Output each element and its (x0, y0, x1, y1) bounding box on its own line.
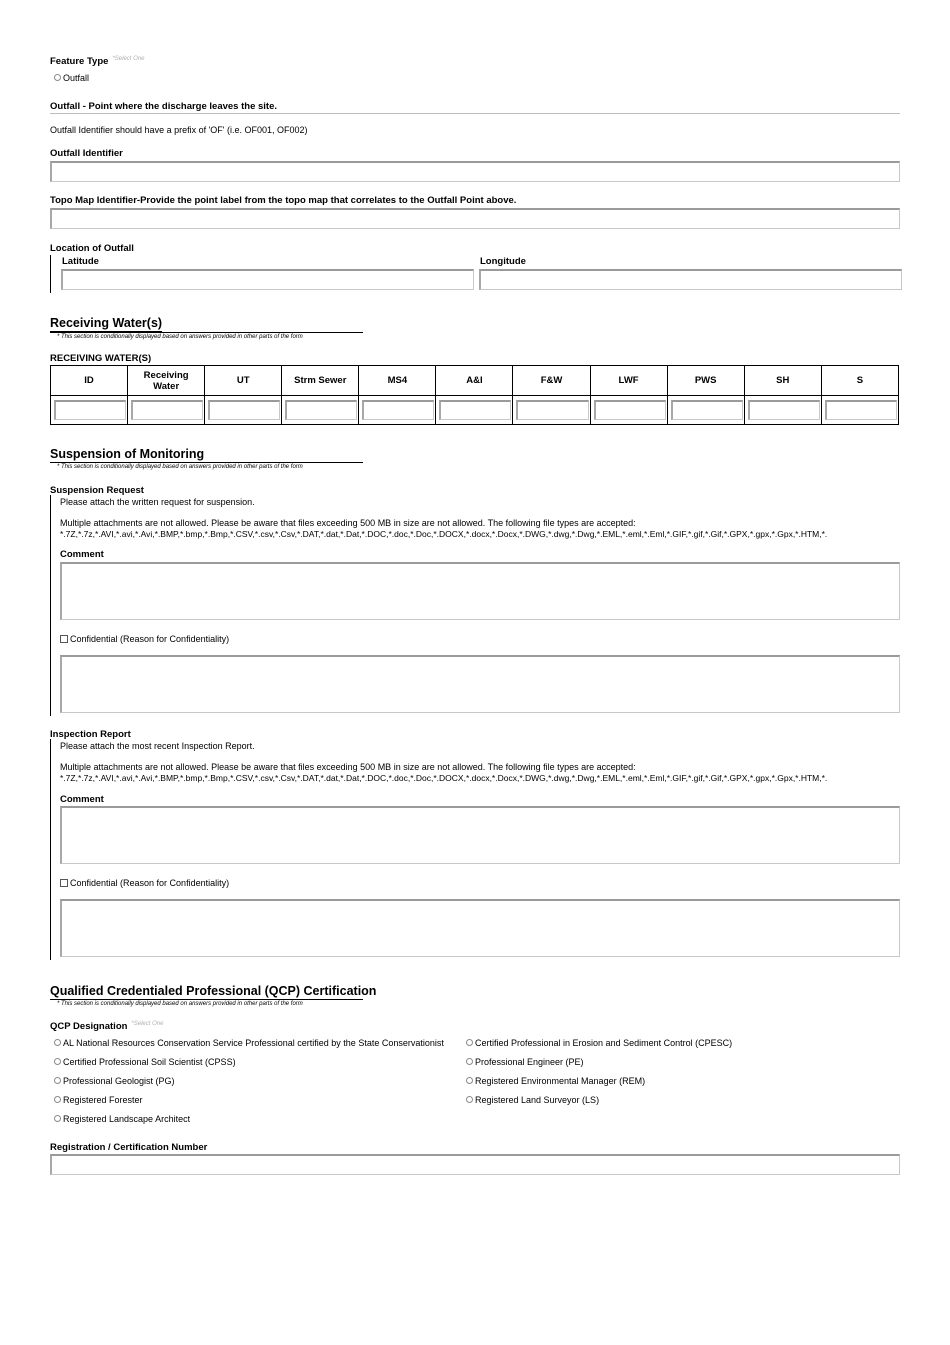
table-cell-receiving-water (128, 396, 205, 425)
id-input[interactable] (54, 400, 126, 420)
suspension-request-confidential-label: Confidential (Reason for Confidentiality) (70, 634, 230, 644)
qcp-option-label: Professional Engineer (PE) (475, 1057, 584, 1067)
receiving-waters-conditional-note: * This section is conditionally displayed based on answers provided in other parts of the form (50, 332, 363, 340)
inspection-report-file-types: *.7Z,*.7z,*.AVI,*.avi,*.Avi,*.BMP,*.bmp,*.Bmp,*.CSV,*.csv,*.Csv,*.DAT,*.dat,*.Dat,*.DOC,*.doc,*.Doc,*.DOCX,*.docx,*.Docx,*.DWG,*.dwg,*.Dwg,*.EML,*.eml,*.Eml,*.GIF,*.gif,*.Gif,*.GPX,*.gpx,*.Gpx,*.HTM,*. (60, 773, 828, 783)
qcp-option-cpesc[interactable] (466, 1038, 732, 1048)
inspection-report-confidential-label: Confidential (Reason for Confidentiality) (70, 878, 230, 888)
radio-icon[interactable] (466, 1058, 473, 1065)
table-cell-ms4 (359, 396, 436, 425)
receiving-waters-table (50, 365, 899, 425)
receiving-waters-title (50, 316, 162, 330)
suspension-request-instruction: Please attach the written request for suspension. (60, 497, 255, 507)
radio-icon[interactable] (54, 1077, 61, 1084)
s-input[interactable] (825, 400, 897, 420)
qcp-option-label: Registered Environmental Manager (REM) (475, 1076, 646, 1086)
inspection-report-confidential[interactable] (60, 878, 229, 888)
qcp-option-pe[interactable] (466, 1057, 584, 1067)
feature-type-label (50, 56, 144, 67)
qcp-option-pg[interactable] (54, 1076, 175, 1086)
qcp-option-landscape-architect[interactable] (54, 1114, 190, 1124)
table-cell-sh (744, 396, 821, 425)
sh-input[interactable] (748, 400, 820, 420)
qcp-option-label: Registered Forester (63, 1095, 143, 1105)
suspension-request-confidential[interactable] (60, 634, 229, 644)
ai-input[interactable] (439, 400, 511, 420)
table-cell-s (821, 396, 898, 425)
suspension-request-comment-textarea[interactable] (60, 562, 900, 620)
qcp-option-label: Registered Land Surveyor (LS) (475, 1095, 600, 1105)
qcp-option-label: Registered Landscape Architect (63, 1114, 191, 1124)
fw-input[interactable] (516, 400, 588, 420)
feature-type-hint: *Select One (112, 56, 145, 62)
column-header-receiving-water: Receiving Water (128, 366, 205, 396)
latitude-label: Latitude (62, 256, 99, 267)
suspension-request-file-types: *.7Z,*.7z,*.AVI,*.avi,*.Avi,*.BMP,*.bmp,*.Bmp,*.CSV,*.csv,*.Csv,*.DAT,*.dat,*.Dat,*.DOC,*.doc,*.Doc,*.DOCX,*.docx,*.Docx,*.DWG,*.dwg,*.Dwg,*.EML,*.eml,*.Eml,*.GIF,*.gif,*.Gif,*.GPX,*.gpx,*.Gpx,*.HTM,*. (60, 529, 828, 539)
table-row (51, 396, 899, 425)
qcp-designation-hint: *Select One (131, 1021, 164, 1027)
radio-icon[interactable] (54, 1096, 61, 1103)
outfall-identifier-input[interactable] (50, 161, 900, 182)
qcp-designation-label (50, 1021, 163, 1032)
outfall-heading: Outfall - Point where the discharge leaves the site. (50, 101, 278, 112)
qcp-option-label: AL National Resources Conservation Service Professional certified by the State Conservationist (63, 1038, 444, 1048)
qcp-title-text: Qualified Credentialed Professional (QCP) Certification (50, 984, 377, 998)
pws-input[interactable] (671, 400, 743, 420)
receiving-waters-table-label: RECEIVING WATER(S) (50, 353, 152, 364)
inspection-report-comment-textarea[interactable] (60, 806, 900, 864)
inspection-report-attach-note: Multiple attachments are not allowed. Please be aware that files exceeding 500 MB in size are not allowed. The following file types are accepted: (60, 762, 636, 772)
receiving-water-input[interactable] (131, 400, 203, 420)
table-cell-lwf (590, 396, 667, 425)
suspension-title (50, 447, 204, 461)
inspection-report-comment-label: Comment (60, 794, 104, 805)
ut-input[interactable] (208, 400, 280, 420)
feature-type-option-label: Outfall (63, 73, 90, 83)
radio-icon[interactable] (54, 1058, 61, 1065)
latitude-input[interactable] (61, 269, 474, 290)
column-header-ai: A&I (436, 366, 513, 396)
location-group-bar (50, 255, 51, 293)
qcp-conditional-note: * This section is conditionally displayed based on answers provided in other parts of the form (50, 999, 363, 1007)
radio-icon[interactable] (466, 1077, 473, 1084)
ms4-input[interactable] (362, 400, 434, 420)
feature-type-label-text: Feature Type (50, 56, 109, 68)
registration-number-input[interactable] (50, 1154, 900, 1175)
inspection-report-confidential-textarea[interactable] (60, 899, 900, 957)
table-cell-ut (205, 396, 282, 425)
column-header-ut: UT (205, 366, 282, 396)
feature-type-option-outfall[interactable] (54, 73, 89, 83)
column-header-s: S (821, 366, 898, 396)
registration-number-label: Registration / Certification Number (50, 1142, 208, 1153)
suspension-title-text: Suspension of Monitoring (50, 447, 205, 461)
column-header-sh: SH (744, 366, 821, 396)
radio-icon[interactable] (466, 1096, 473, 1103)
suspension-request-confidential-textarea[interactable] (60, 655, 900, 713)
column-header-id: ID (51, 366, 128, 396)
suspension-request-attach-note: Multiple attachments are not allowed. Please be aware that files exceeding 500 MB in size are not allowed. The following file types are accepted: (60, 518, 636, 528)
qcp-option-forester[interactable] (54, 1095, 143, 1105)
outfall-note: Outfall Identifier should have a prefix of 'OF' (i.e. OF001, OF002) (50, 125, 308, 135)
column-header-ms4: MS4 (359, 366, 436, 396)
radio-icon[interactable] (54, 74, 61, 81)
qcp-option-label: Certified Professional in Erosion and Sediment Control (CPESC) (475, 1038, 733, 1048)
qcp-option-ls[interactable] (466, 1095, 599, 1105)
table-cell-ai (436, 396, 513, 425)
table-cell-strm-sewer (282, 396, 359, 425)
qcp-designation-label-text: QCP Designation (50, 1021, 128, 1033)
checkbox-icon[interactable] (60, 879, 68, 887)
checkbox-icon[interactable] (60, 635, 68, 643)
receiving-waters-title-text: Receiving Water(s) (50, 316, 163, 330)
table-header-row (51, 366, 899, 396)
topo-map-input[interactable] (50, 208, 900, 229)
suspension-request-bar (50, 495, 51, 716)
radio-icon[interactable] (54, 1039, 61, 1046)
radio-icon[interactable] (54, 1115, 61, 1122)
table-cell-fw (513, 396, 590, 425)
table-cell-id (51, 396, 128, 425)
qcp-option-label: Professional Geologist (PG) (63, 1076, 175, 1086)
outfall-identifier-label: Outfall Identifier (50, 148, 123, 159)
qcp-option-rem[interactable] (466, 1076, 645, 1086)
inspection-report-instruction: Please attach the most recent Inspection Report. (60, 741, 255, 751)
location-of-outfall-label: Location of Outfall (50, 243, 134, 254)
inspection-report-bar (50, 739, 51, 960)
column-header-strm-sewer: Strm Sewer (282, 366, 359, 396)
suspension-request-label: Suspension Request (50, 485, 144, 496)
lwf-input[interactable] (594, 400, 666, 420)
qcp-option-nrcs[interactable] (54, 1038, 444, 1048)
column-header-lwf: LWF (590, 366, 667, 396)
qcp-option-cpss[interactable] (54, 1057, 236, 1067)
longitude-input[interactable] (479, 269, 902, 290)
suspension-request-comment-label: Comment (60, 549, 104, 560)
table-cell-pws (667, 396, 744, 425)
radio-icon[interactable] (466, 1039, 473, 1046)
qcp-option-label: Certified Professional Soil Scientist (CPSS) (63, 1057, 236, 1067)
strm-sewer-input[interactable] (285, 400, 357, 420)
longitude-label: Longitude (480, 256, 526, 267)
column-header-pws: PWS (667, 366, 744, 396)
column-header-fw: F&W (513, 366, 590, 396)
inspection-report-label: Inspection Report (50, 729, 131, 740)
outfall-divider (50, 113, 900, 114)
qcp-title (50, 984, 376, 998)
suspension-conditional-note: * This section is conditionally displayed based on answers provided in other parts of the form (50, 462, 363, 470)
topo-map-label: Topo Map Identifier-Provide the point label from the topo map that correlates to the Outfall Point above. (50, 195, 517, 206)
